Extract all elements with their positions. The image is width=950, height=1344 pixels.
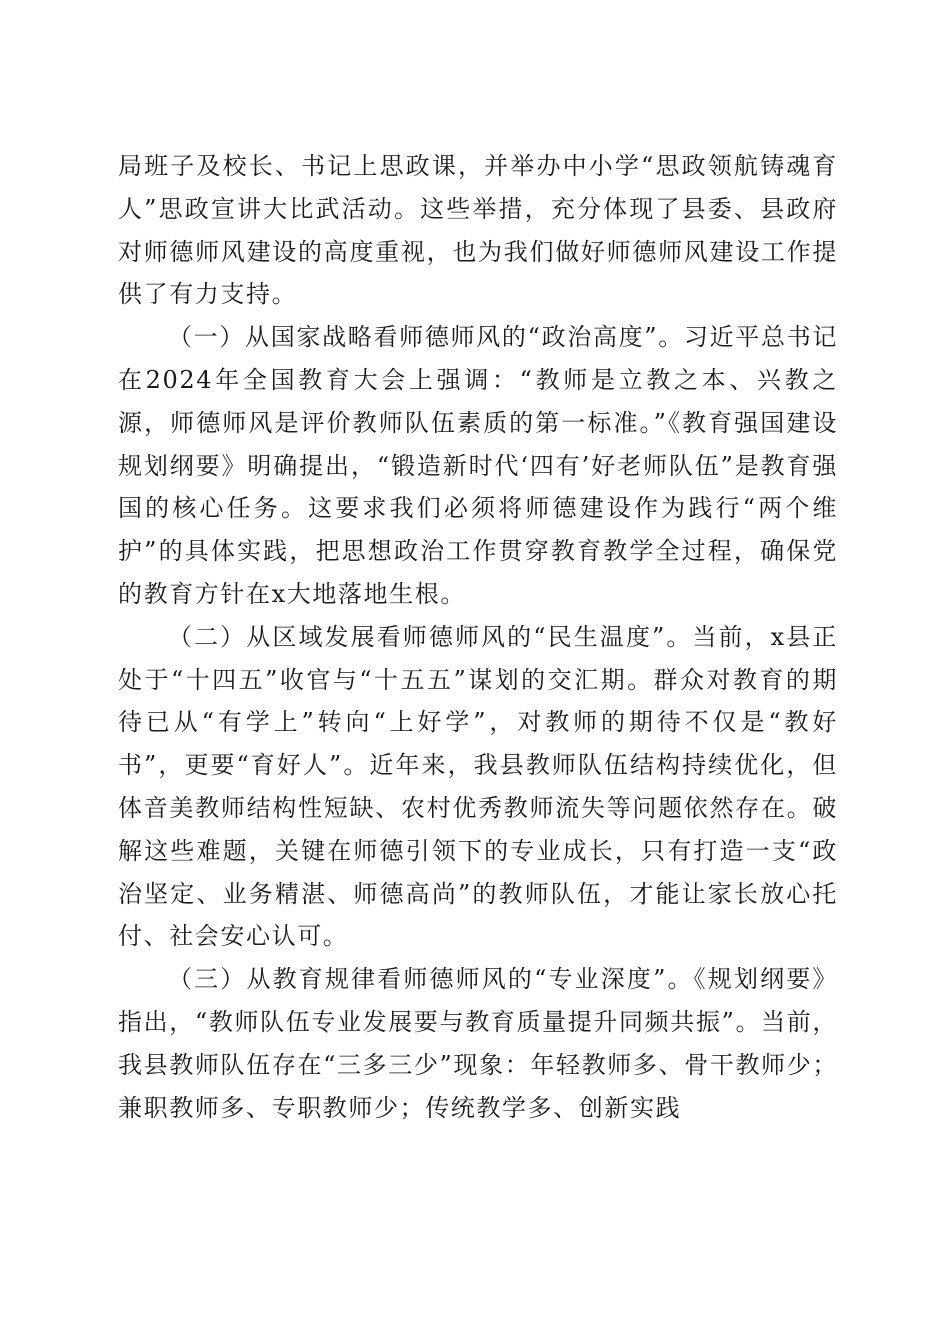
paragraph-intro: 局班子及校长、书记上思政课，并举办中小学“思政领航铸魂育人”思政宣讲大比武活动。这些举措，充分体现了县委、县政府对师德师风建设的高度重视，也为我们做好师德师风建设工作提供了有力支持。 xyxy=(118,152,838,309)
paragraph-livelihood-warmth: （二）从区域发展看师德师风的“民生温度”。当前，x县正处于“十四五”收官与“十五五”谋划的交汇期。群众对教育的期待已从“有学上”转向“上好学”，对教师的期待不仅是“教好书”，更要“育好人”。近年来，我县教师队伍结构持续优化，但体音美教师结构性短缺、农村优秀教师流失等问题依然存在。破解这些难题，关键在师德引领下的专业成长，只有打造一支“政治坚定、业务精湛、师德高尚”的教师队伍，才能让家长放心托付、社会安心认可。 xyxy=(118,622,838,951)
paragraph-professional-depth: （三）从教育规律看师德师风的“专业深度”。《规划纲要》指出，“教师队伍专业发展要与教育质量提升同频共振”。当前，我县教师队伍存在“三多三少”现象：年轻教师多、骨干教师少；兼职教师多、专职教师少；传统教学多、创新实践 xyxy=(118,965,838,1122)
document-body xyxy=(118,145,838,1129)
paragraph-political-height: （一）从国家战略看师德师风的“政治高度”。习近平总书记在2024年全国教育大会上强调：“教师是立教之本、兴教之源，师德师风是评价教师队伍素质的第一标准。”《教育强国建设规划纲要》明确提出，“锻造新时代‘四有’好老师队伍”是教育强国的核心任务。这要求我们必须将师德建设作为践行“两个维护”的具体实践，把思想政治工作贯穿教育教学全过程，确保党的教育方针在x大地落地生根。 xyxy=(118,323,838,608)
